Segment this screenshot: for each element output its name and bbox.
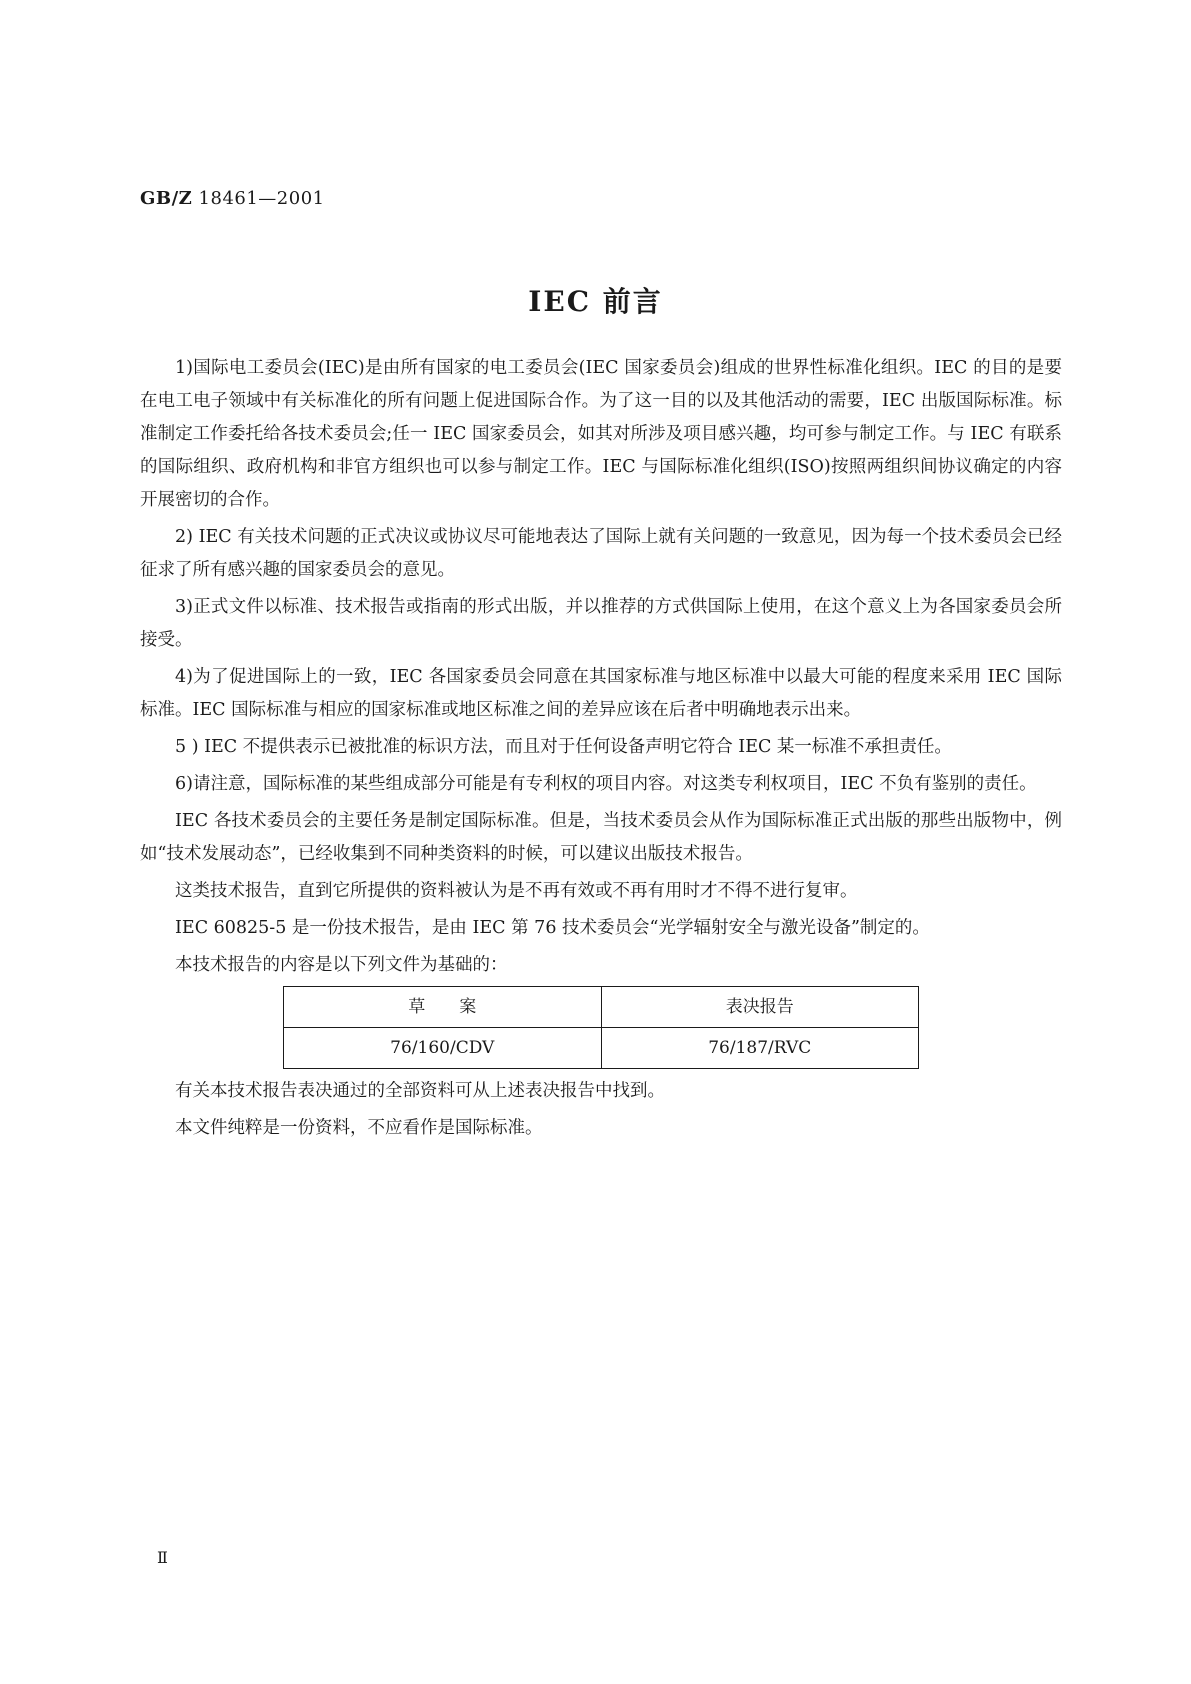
document-basis-table: [283, 986, 919, 1069]
paragraph: 5 ) IEC 不提供表示已被批准的标识方法，而且对于任何设备声明它符合 IEC 某一标准不承担责任。: [175, 737, 952, 757]
paragraph: IEC 60825-5 是一份技术报告，是由 IEC 第 76 技术委员会“光学辐射安全与激光设备”制定的。: [175, 918, 930, 938]
column-header-voting-report: 表决报告: [601, 987, 919, 1028]
paragraph: 6)请注意，国际标准的某些组成部分可能是有专利权的项目内容。对这类专利权项目，IEC 不负有鉴别的责任。: [175, 774, 1037, 794]
cell-voting-report: 76/187/RVC: [601, 1028, 919, 1069]
paragraph: IEC 各技术委员会的主要任务是制定国际标准。但是，当技术委员会从作为国际标准正式出版的那些出版物中，例如“技术发展动态”，已经收集到不同种类资料的时候，可以建议出版技术报告。: [140, 811, 1062, 864]
cell-draft: 76/160/CDV: [284, 1028, 602, 1069]
paragraph: 本技术报告的内容是以下列文件为基础的：: [175, 955, 508, 975]
table-header-row: [284, 987, 919, 1028]
paragraph: 2) IEC 有关技术问题的正式决议或协议尽可能地表达了国际上就有关问题的一致意见，因为每一个技术委员会已经征求了所有感兴趣的国家委员会的意见。: [140, 527, 1062, 580]
standard-number: 18461—2001: [198, 188, 325, 209]
document-code: [140, 188, 325, 209]
paragraph: 有关本技术报告表决通过的全部资料可从上述表决报告中找到。: [175, 1081, 665, 1101]
column-header-draft: 草 案: [284, 987, 602, 1028]
paragraph: 本文件纯粹是一份资料，不应看作是国际标准。: [175, 1118, 543, 1138]
paragraph: 1)国际电工委员会(IEC)是由所有国家的电工委员会(IEC 国家委员会)组成的世界性标准化组织。IEC 的目的是要在电工电子领域中有关标准化的所有问题上促进国际合作。为了这一目的以及其他活动的需要，IEC 出版国际标准。标准制定工作委托给各技术委员会;任一 IEC 国家委员会，如其对所涉及项目感兴趣，均可参与制定工作。与 IEC 有联系的国际组织、政府机构和非官方组织也可以参与制定工作。IEC 与国际标准化组织(ISO)按照两组织间协议确定的内容开展密切的合作。: [140, 358, 1062, 510]
paragraph: 3)正式文件以标准、技术报告或指南的形式出版，并以推荐的方式供国际上使用，在这个意义上为各国家委员会所接受。: [140, 597, 1062, 650]
paragraph: 这类技术报告，直到它所提供的资料被认为是不再有效或不再有用时才不得不进行复审。: [175, 881, 858, 901]
page-number: Ⅱ: [157, 1548, 168, 1567]
table-row: [284, 1028, 919, 1069]
foreword-body: [140, 352, 1062, 1149]
paragraph: 4)为了促进国际上的一致，IEC 各国家委员会同意在其国家标准与地区标准中以最大可能的程度来采用 IEC 国际标准。IEC 国际标准与相应的国家标准或地区标准之间的差异应该在后者中明确地表示出来。: [140, 667, 1062, 720]
standard-prefix: GB/Z: [140, 188, 193, 209]
page-title: IEC 前言: [528, 285, 663, 318]
